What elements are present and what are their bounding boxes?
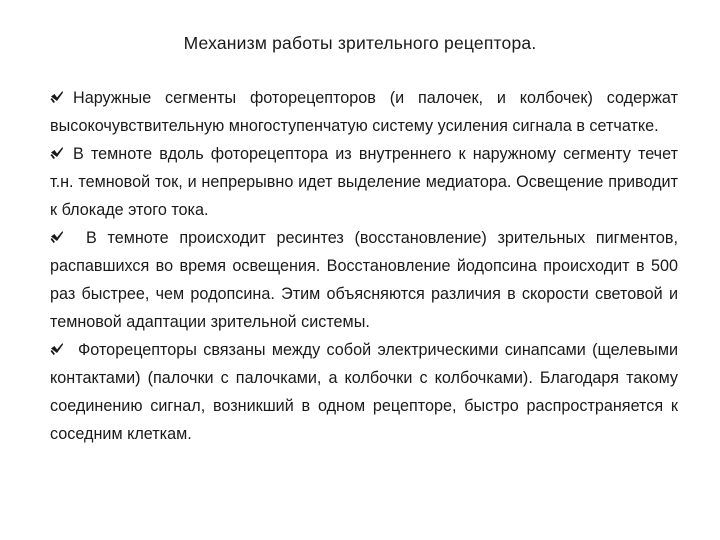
bullet-paragraph-2 [50, 140, 678, 224]
checkmark-diamond-icon [50, 146, 64, 160]
slide-title: Механизм работы зрительного рецептора. [183, 33, 537, 53]
bullet-paragraph-1 [50, 84, 678, 140]
paragraph-text: В темноте происходит ресинтез (восстановление) зрительных пигментов, распавшихся во время освещения. Восстановление йодопсина происходит в 500 раз быстрее, чем родопсина. Этим объясняются различия в скорости световой и темновой адаптации зрительной системы. [50, 229, 678, 331]
bullet-paragraph-4 [50, 336, 678, 448]
slide-body [50, 84, 678, 448]
paragraph-text: Фоторецепторы связаны между собой электрическими синапсами (щелевыми контактами) (палочки с палочками, а колбочки с колбочками). Благодаря такому соединению сигнал, возникший в одном рецепторе, быстро распространяется к соседним клеткам. [50, 341, 678, 443]
paragraph-text: Наружные сегменты фоторецепторов (и палочек, и колбочек) содержат высокочувствительную многоступенчатую систему усиления сигнала в сетчатке. [50, 89, 678, 135]
paragraph-text: В темноте вдоль фоторецептора из внутреннего к наружному сегменту течет т.н. темновой ток, и непрерывно идет выделение медиатора. Освещение приводит к блокаде этого тока. [50, 145, 678, 219]
checkmark-diamond-icon [50, 230, 64, 244]
checkmark-diamond-icon [50, 342, 64, 356]
bullet-paragraph-3 [50, 224, 678, 336]
checkmark-diamond-icon [50, 90, 64, 104]
